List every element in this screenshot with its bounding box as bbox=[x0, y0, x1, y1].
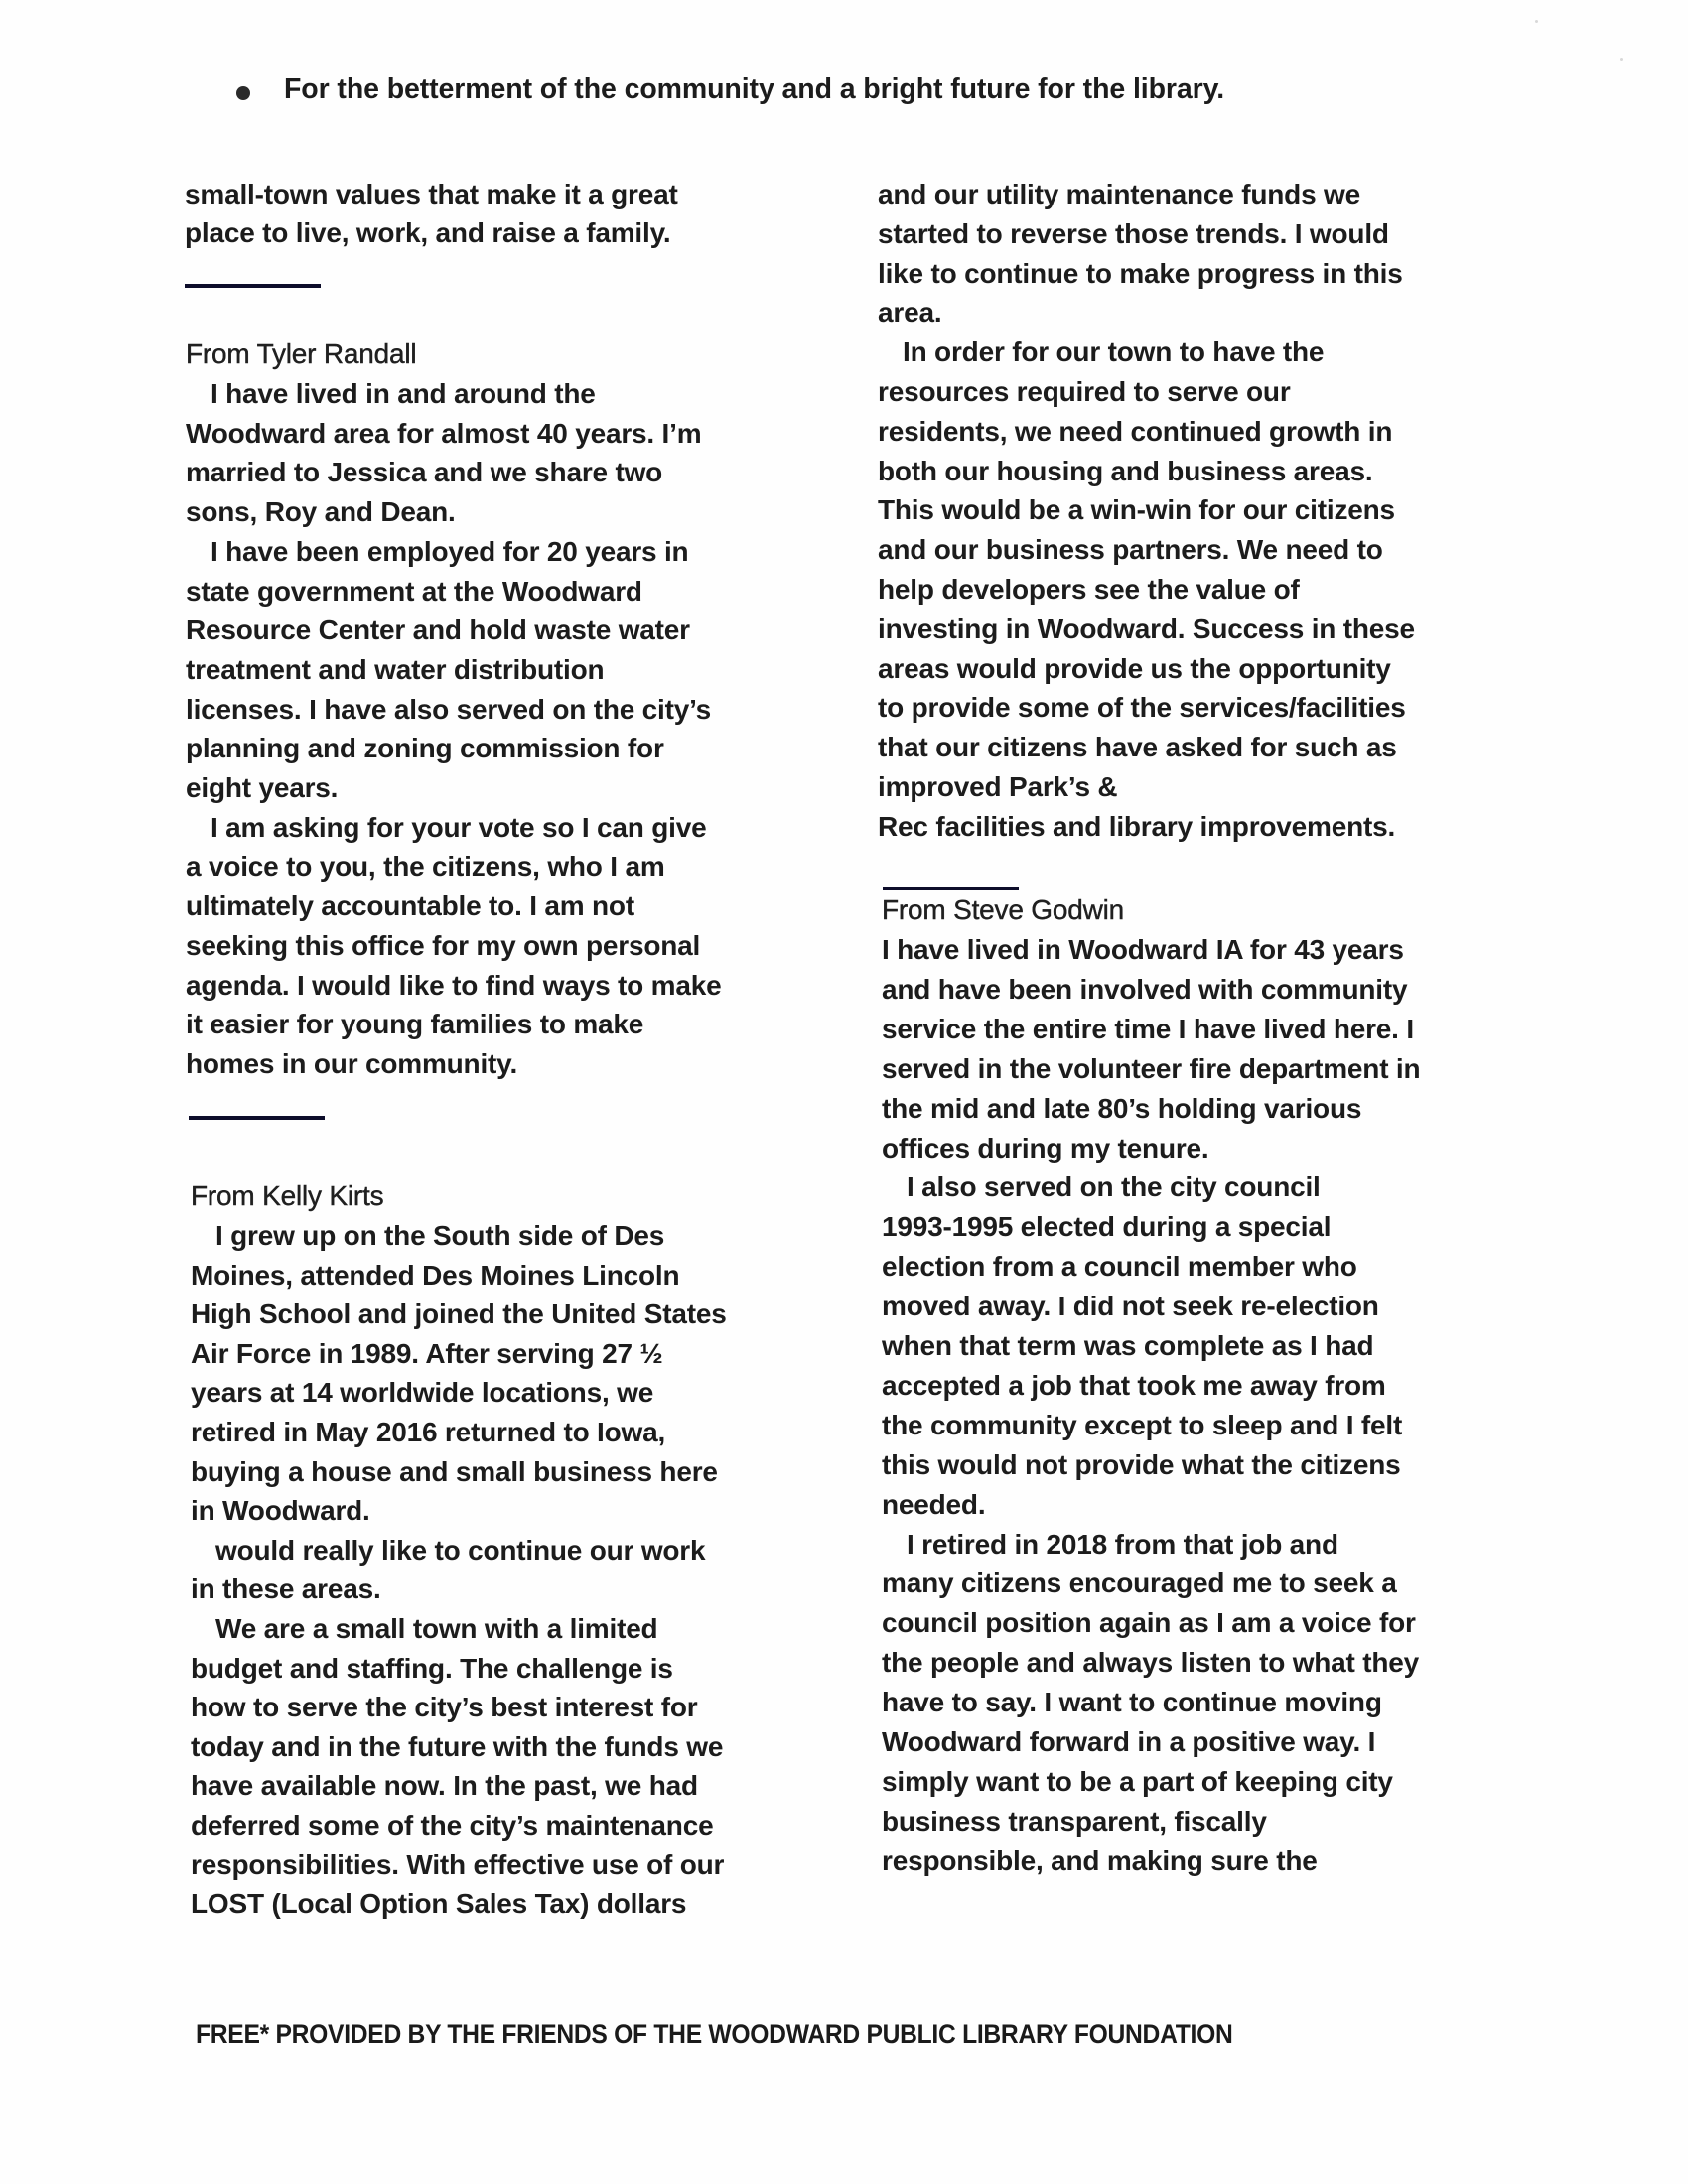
text-line: like to continue to make progress in this bbox=[878, 257, 1403, 289]
text-line: moved away. I did not seek re-election bbox=[882, 1291, 1379, 1322]
text-line: business transparent, fiscally bbox=[882, 1805, 1267, 1837]
text-line: ultimately accountable to. I am not bbox=[186, 890, 634, 922]
text-line: accepted a job that took me away from bbox=[882, 1369, 1386, 1401]
section-divider bbox=[189, 1116, 325, 1120]
text-line: I have lived in and around the bbox=[211, 378, 596, 409]
text-line: area. bbox=[878, 297, 942, 329]
text-line: to provide some of the services/facilities bbox=[878, 692, 1406, 724]
text-line: Woodward area for almost 40 years. I’m bbox=[186, 417, 702, 449]
text-line: started to reverse those trends. I would bbox=[878, 217, 1389, 249]
text-line: it easier for young families to make bbox=[186, 1009, 644, 1040]
candidate-heading: From Kelly Kirts bbox=[191, 1180, 384, 1211]
text-line: 1993-1995 elected during a special bbox=[882, 1211, 1332, 1243]
text-line: This would be a win-win for our citizens bbox=[878, 494, 1395, 526]
text-line: Air Force in 1989. After serving 27 ½ bbox=[191, 1337, 663, 1369]
scan-speck bbox=[1620, 58, 1623, 61]
text-line: budget and staffing. The challenge is bbox=[191, 1652, 673, 1684]
text-line: agenda. I would like to find ways to make bbox=[186, 969, 722, 1001]
text-line: and our utility maintenance funds we bbox=[878, 179, 1360, 209]
text-line: I grew up on the South side of Des bbox=[215, 1220, 665, 1251]
text-line: High School and joined the United States bbox=[191, 1298, 727, 1330]
text-line: council position again as I am a voice for bbox=[882, 1607, 1416, 1639]
text-line: election from a council member who bbox=[882, 1251, 1357, 1283]
text-line: I have lived in Woodward IA for 43 years bbox=[882, 934, 1404, 965]
text-line: licenses. I have also served on the city’s bbox=[186, 693, 712, 725]
section-divider bbox=[185, 284, 321, 288]
candidate-heading: From Steve Godwin bbox=[882, 894, 1125, 925]
text-line: and our business partners. We need to bbox=[878, 534, 1383, 566]
text-line: today and in the future with the funds we bbox=[191, 1730, 724, 1762]
text-line: have to say. I want to continue moving bbox=[882, 1687, 1382, 1718]
text-line: I have been employed for 20 years in bbox=[211, 535, 689, 567]
text-line: planning and zoning commission for bbox=[186, 733, 664, 764]
text-line: deferred some of the city’s maintenance bbox=[191, 1810, 714, 1841]
bullet-item bbox=[0, 69, 1688, 109]
text-line: areas would provide us the opportunity bbox=[878, 652, 1391, 684]
text-line: how to serve the city’s best interest for bbox=[191, 1692, 698, 1723]
text-line: Rec facilities and library improvements. bbox=[878, 810, 1396, 842]
text-line: Resource Center and hold waste water bbox=[186, 614, 690, 646]
text-line: and have been involved with community bbox=[882, 973, 1408, 1005]
text-line: that our citizens have asked for such as bbox=[878, 732, 1397, 763]
text-line: have available now. In the past, we had bbox=[191, 1770, 698, 1802]
text-line: offices during my tenure. bbox=[882, 1132, 1209, 1163]
text-line: the mid and late 80’s holding various bbox=[882, 1092, 1362, 1124]
candidate-heading: From Tyler Randall bbox=[186, 339, 417, 369]
text-line: I retired in 2018 from that job and bbox=[907, 1528, 1338, 1560]
text-line: Woodward forward in a positive way. I bbox=[882, 1726, 1376, 1757]
text-line: place to live, work, and raise a family. bbox=[185, 217, 671, 248]
text-line: LOST (Local Option Sales Tax) dollars bbox=[191, 1888, 687, 1920]
text-line: needed. bbox=[882, 1488, 986, 1520]
text-line: when that term was complete as I had bbox=[882, 1330, 1374, 1361]
text-line: I am asking for your vote so I can give bbox=[211, 811, 707, 843]
text-line: the community except to sleep and I felt bbox=[882, 1409, 1403, 1440]
text-line: eight years. bbox=[186, 772, 339, 803]
scan-speck bbox=[1535, 20, 1538, 23]
bullet-dot-icon bbox=[236, 86, 250, 100]
text-line: treatment and water distribution bbox=[186, 653, 605, 685]
text-line: retired in May 2016 returned to Iowa, bbox=[191, 1417, 666, 1447]
text-line: buying a house and small business here bbox=[191, 1455, 718, 1487]
text-line: both our housing and business areas. bbox=[878, 455, 1373, 486]
text-line: simply want to be a part of keeping city bbox=[882, 1765, 1393, 1797]
text-line: many citizens encouraged me to seek a bbox=[882, 1568, 1397, 1599]
footer-credit: FREE* PROVIDED BY THE FRIENDS OF THE WOODWARD PUBLIC LIBRARY FOUNDATION bbox=[196, 2019, 1233, 2049]
text-line: In order for our town to have the bbox=[903, 337, 1325, 368]
text-line: state government at the Woodward bbox=[186, 575, 642, 607]
text-line: small-town values that make it a great bbox=[185, 179, 678, 209]
text-line: I also served on the city council bbox=[907, 1171, 1321, 1203]
text-line: years at 14 worldwide locations, we bbox=[191, 1377, 654, 1409]
text-line: residents, we need continued growth in bbox=[878, 415, 1393, 447]
text-line: in Woodward. bbox=[191, 1495, 370, 1527]
text-line: would really like to continue our work bbox=[215, 1534, 706, 1566]
text-line: service the entire time I have lived here. I bbox=[882, 1013, 1414, 1044]
text-line: a voice to you, the citizens, who I am bbox=[186, 851, 665, 883]
text-line: resources required to serve our bbox=[878, 376, 1291, 407]
text-line: the people and always listen to what they bbox=[882, 1647, 1420, 1679]
text-line: responsible, and making sure the bbox=[882, 1844, 1318, 1876]
bullet-text: For the betterment of the community and a bright future for the library. bbox=[284, 73, 1225, 105]
text-line: served in the volunteer fire department in bbox=[882, 1052, 1421, 1084]
text-line: in these areas. bbox=[191, 1573, 381, 1605]
text-line: seeking this office for my own personal bbox=[186, 929, 701, 961]
text-line: help developers see the value of bbox=[878, 574, 1300, 605]
text-line: Moines, attended Des Moines Lincoln bbox=[191, 1259, 680, 1291]
text-line: investing in Woodward. Success in these bbox=[878, 613, 1415, 644]
text-line: this would not provide what the citizens bbox=[882, 1448, 1401, 1480]
text-line: improved Park’s & bbox=[878, 771, 1118, 802]
text-line: homes in our community. bbox=[186, 1047, 518, 1079]
text-line: We are a small town with a limited bbox=[215, 1613, 658, 1644]
text-line: married to Jessica and we share two bbox=[186, 457, 663, 488]
text-line: sons, Roy and Dean. bbox=[186, 496, 456, 528]
text-line: responsibilities. With effective use of our bbox=[191, 1848, 725, 1880]
